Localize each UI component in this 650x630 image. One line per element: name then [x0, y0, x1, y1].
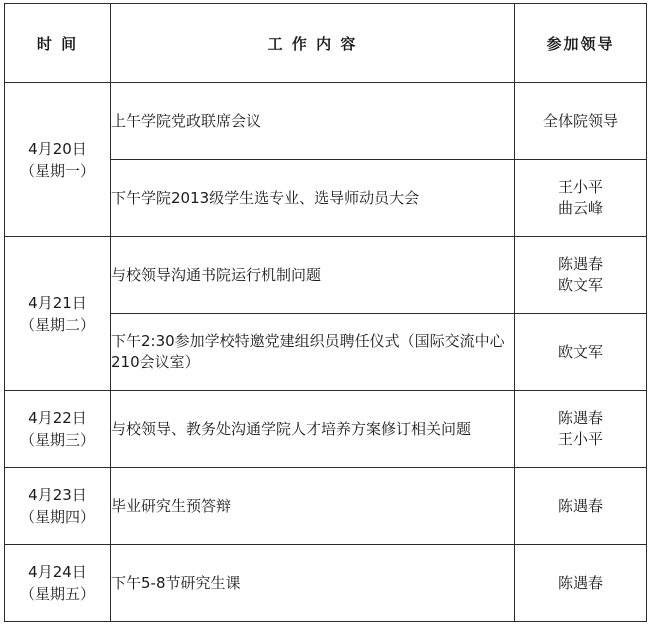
work-item: 与校领导、教务处沟通学院人才培养方案修订相关问题 [111, 391, 515, 468]
leader-name: 陈遇春 [557, 573, 603, 592]
date-label: 4月24日 [28, 563, 87, 581]
header-time: 时 间 [5, 4, 111, 83]
work-item: 下午学院2013级学生选专业、选导师动员大会 [111, 160, 515, 237]
leader-name: 王小平 [557, 430, 603, 448]
header-row [5, 4, 647, 83]
table-row [5, 545, 647, 622]
weekday-label: （星期一） [19, 161, 95, 180]
leader-cell [515, 545, 647, 622]
weekday-label: （星期二） [19, 315, 95, 334]
table-row [5, 468, 647, 545]
work-item: 毕业研究生预答辩 [111, 468, 515, 545]
leader-name: 全体院领导 [542, 111, 618, 130]
weekday-label: （星期四） [19, 508, 95, 526]
leader-cell [515, 160, 647, 237]
work-item: 下午5-8节研究生课 [111, 545, 515, 622]
table-row [5, 83, 647, 160]
date-label: 4月21日 [28, 293, 87, 312]
work-item: 下午2:30参加学校特邀党建组织员聘任仪式（国际交流中心210会议室） [111, 314, 515, 391]
leader-name: 陈遇春 [557, 255, 603, 273]
date-label: 4月23日 [28, 486, 87, 504]
leader-name: 王小平 [557, 178, 603, 196]
leader-cell [515, 391, 647, 468]
day-cell-tuesday [5, 237, 111, 391]
date-label: 4月22日 [28, 409, 87, 427]
leader-name: 陈遇春 [557, 496, 603, 515]
weekday-label: （星期三） [19, 431, 95, 449]
work-item: 与校领导沟通书院运行机制问题 [111, 237, 515, 314]
day-cell-friday [5, 545, 111, 622]
leader-name: 欧文军 [557, 342, 603, 361]
weekly-schedule-table [4, 3, 647, 622]
leader-name: 欧文军 [557, 276, 603, 294]
work-item: 上午学院党政联席会议 [111, 83, 515, 160]
leader-name: 曲云峰 [557, 199, 603, 217]
leader-name: 陈遇春 [557, 409, 603, 427]
date-label: 4月20日 [28, 139, 87, 158]
leader-cell [515, 83, 647, 160]
leader-cell [515, 237, 647, 314]
weekday-label: （星期五） [19, 585, 95, 603]
header-work: 工 作 内 容 [111, 4, 515, 83]
leader-cell [515, 468, 647, 545]
header-leader: 参加领导 [515, 4, 647, 83]
leader-cell [515, 314, 647, 391]
day-cell-wednesday [5, 391, 111, 468]
day-cell-monday [5, 83, 111, 237]
table-row [5, 391, 647, 468]
day-cell-thursday [5, 468, 111, 545]
table-row [5, 237, 647, 314]
